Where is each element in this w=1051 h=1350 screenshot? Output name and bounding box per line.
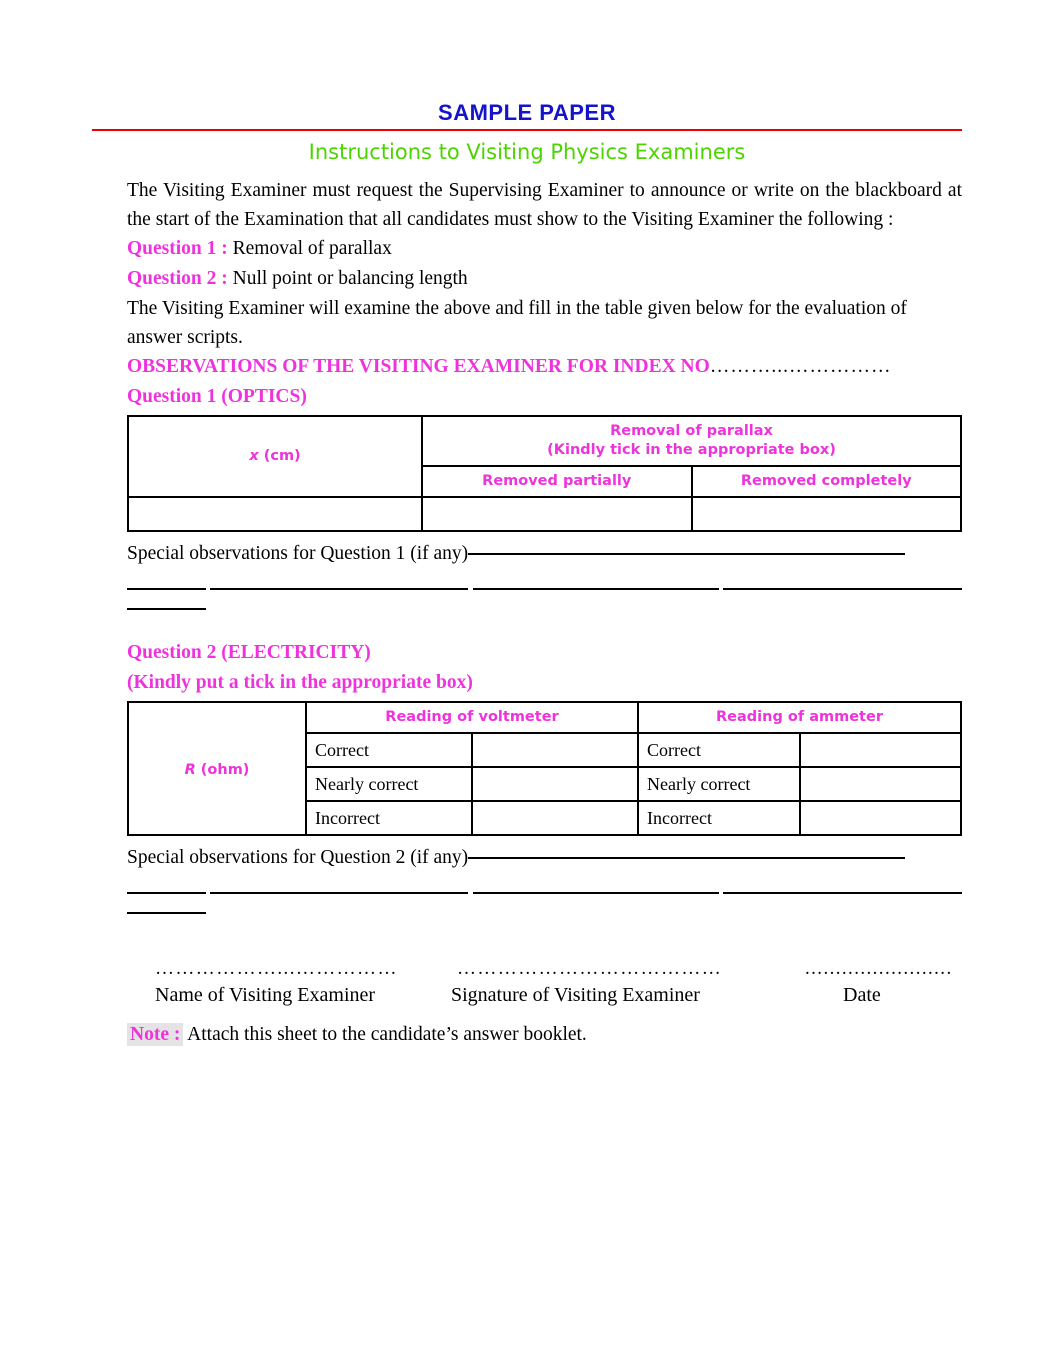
special-observations-q1-line2[interactable] [127,576,962,602]
special-observations-q1 [127,540,962,568]
rule-seg-3[interactable] [473,588,719,590]
ammeter-label-incorrect [638,801,800,835]
special-observations-q1-fill-line[interactable] [468,553,905,555]
title-divider [92,129,962,131]
voltmeter-header: Reading of voltmeter [385,709,559,725]
table-row [128,497,961,531]
optics-subheader-complete-cell [692,466,962,497]
rule-seg-4[interactable] [723,588,962,590]
ammeter-tickbox-correct[interactable] [800,733,962,767]
optics-subheader-partial: Removed partially [482,473,632,489]
ammeter-header: Reading of ammeter [716,709,883,725]
ammeter-label-correct [638,733,800,767]
examine-paragraph: The Visiting Examiner will examine the above and fill in the table given below for the evaluation of answer scripts. [127,298,907,348]
ammeter-tickbox-incorrect[interactable] [800,801,962,835]
optics-x-unit: (cm) [258,448,301,464]
question-1-label: Question 1 : [127,238,228,259]
optics-group-header [423,417,960,465]
table-row [128,416,961,466]
question-2-line [127,264,962,294]
ammeter-label-correct-text: Correct [647,740,701,760]
special-observations-q1-label: Special observations for Question 1 (if any) [127,543,469,564]
electricity-r-symbol: R [184,761,196,778]
optics-entry-removed-completely[interactable] [692,497,962,531]
ammeter-label-incorrect-text: Incorrect [647,808,712,828]
ammeter-tickbox-nearly-correct[interactable] [800,767,962,801]
optics-x-symbol: x [249,448,259,464]
optics-group-header-line1: Removal of parallax [610,423,773,439]
note-text: Attach this sheet to the candidate’s answer booklet. [187,1024,587,1045]
rule-seg-5[interactable] [127,608,206,610]
optics-table [127,415,962,532]
ammeter-header-cell [638,702,961,733]
observations-heading: OBSERVATIONS OF THE VISITING EXAMINER FOR INDEX NO [127,356,710,377]
page-subtitle: Instructions to Visiting Physics Examiners [308,140,746,164]
rule-seg-5[interactable] [127,912,206,914]
special-observations-q2-label: Special observations for Question 2 (if any) [127,847,469,868]
question-1-line [127,234,962,264]
electricity-r-unit: (ohm) [195,761,250,778]
voltmeter-label-incorrect-text: Incorrect [315,808,380,828]
voltmeter-tickbox-incorrect[interactable] [472,801,638,835]
rule-seg-1[interactable] [127,588,206,590]
date-label: Date [843,984,881,1006]
note-row [127,1020,962,1050]
table-row [128,702,961,733]
question-1-section-heading: Question 1 (OPTICS) [127,386,307,407]
intro-paragraph: The Visiting Examiner must request the Supervising Examiner to announce or write on the blackboard at the start of the Examination that all candidates must show to the Visiting Examiner the following : [127,180,962,230]
ammeter-label-nearly-correct-text: Nearly correct [647,774,751,794]
optics-group-header-line2: (Kindly tick in the appropriate box) [547,442,836,458]
rule-seg-3[interactable] [473,892,719,894]
voltmeter-header-cell [306,702,638,733]
special-observations-q2-fill-line[interactable] [468,857,905,859]
signature-dots-row [127,958,962,984]
name-label: Name of Visiting Examiner [155,984,376,1006]
note-tag: Note : [127,1023,183,1046]
rule-seg-2[interactable] [210,588,468,590]
special-observations-q2-line3[interactable] [127,906,962,928]
signature-dots: ………………………………… [457,958,723,979]
optics-subheader-complete: Removed completely [740,473,912,489]
name-dots: ………………...…………… [155,958,398,979]
observations-dots: ………...…………… [709,356,892,377]
optics-entry-x[interactable] [128,497,422,531]
optics-entry-removed-partially[interactable] [422,497,692,531]
observations-heading-line [127,352,962,382]
page-title: SAMPLE PAPER [438,100,616,125]
special-observations-q2 [127,844,962,872]
voltmeter-label-correct-text: Correct [315,740,369,760]
rule-seg-4[interactable] [723,892,962,894]
voltmeter-label-nearly-correct [306,767,472,801]
optics-subheader-partial-cell [422,466,692,497]
signature-label: Signature of Visiting Examiner [451,984,700,1006]
electricity-r-header [129,753,305,785]
special-observations-q1-line3[interactable] [127,602,962,624]
optics-x-header [129,442,421,471]
question-2-section-heading: Question 2 (ELECTRICITY) [127,642,371,663]
rule-seg-1[interactable] [127,892,206,894]
question-2-text: Null point or balancing length [232,268,468,289]
question-2-section-subheading: (Kindly put a tick in the appropriate box) [127,672,473,693]
date-dots: ........................ [805,958,953,979]
question-2-label: Question 2 : [127,268,228,289]
voltmeter-label-correct [306,733,472,767]
question-1-text: Removal of parallax [232,238,392,259]
optics-x-header-cell [128,416,422,497]
voltmeter-tickbox-nearly-correct[interactable] [472,767,638,801]
document-body [127,176,962,1050]
signature-label-row [127,984,962,1016]
electricity-r-header-cell [128,702,306,835]
special-observations-q2-line2[interactable] [127,880,962,906]
voltmeter-label-incorrect [306,801,472,835]
ammeter-label-nearly-correct [638,767,800,801]
electricity-table [127,701,962,836]
voltmeter-label-nearly-correct-text: Nearly correct [315,774,419,794]
rule-seg-2[interactable] [210,892,468,894]
optics-group-header-cell [422,416,961,466]
voltmeter-tickbox-correct[interactable] [472,733,638,767]
